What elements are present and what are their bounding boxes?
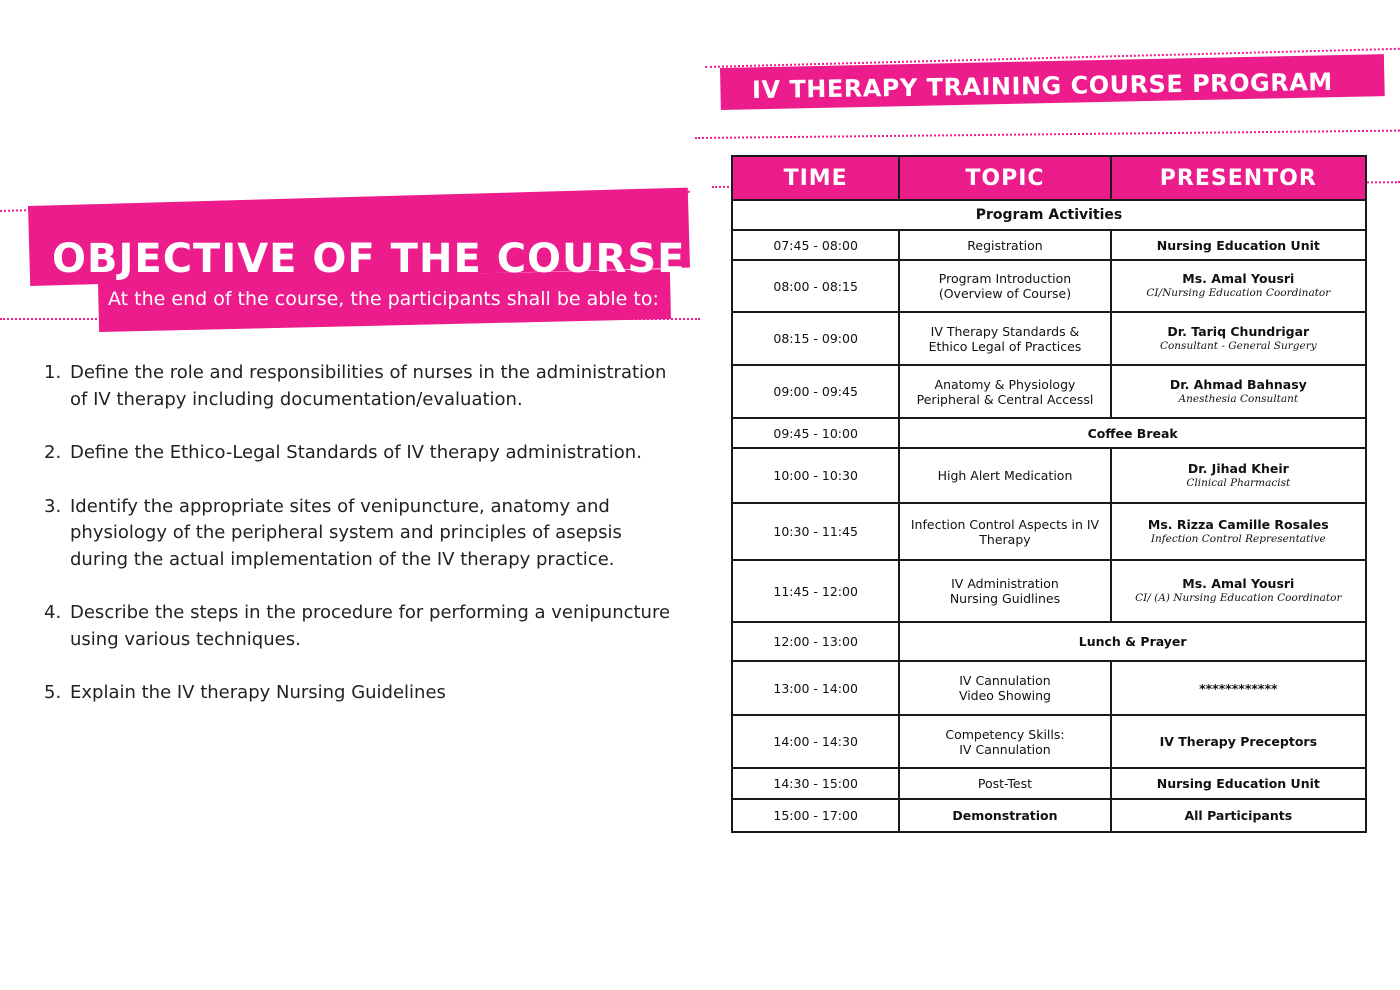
table-row — [732, 230, 1366, 260]
item-number: 5. — [44, 682, 62, 703]
header-presentor: PRESENTOR — [1111, 156, 1366, 200]
topic-line: Program Introduction — [938, 271, 1072, 286]
table-row — [732, 715, 1366, 768]
presentor-name: Ms. Rizza Camille Rosales — [1147, 516, 1329, 532]
topic-line: Infection Control Aspects in IV — [910, 516, 1100, 532]
item-text: Describe the steps in the procedure for performing a venipuncture using various techniques. — [70, 602, 671, 650]
time-cell: 09:00 - 09:45 — [732, 365, 899, 418]
time-cell: 09:45 - 10:00 — [732, 418, 899, 448]
list-item — [40, 680, 680, 707]
topic-cell — [899, 260, 1110, 312]
presentor-cell: ************ — [1111, 661, 1366, 715]
table-row — [732, 503, 1366, 560]
topic-line: (Overview of Course) — [938, 286, 1072, 301]
item-number: 2. — [44, 442, 62, 463]
presentor-name: Dr. Jihad Kheir — [1187, 460, 1289, 476]
presentor-role: Consultant - General Surgery — [1159, 339, 1317, 352]
break-cell: Coffee Break — [899, 418, 1366, 448]
time-cell: 12:00 - 13:00 — [732, 622, 899, 661]
table-row — [732, 312, 1366, 365]
time-cell: 10:30 - 11:45 — [732, 503, 899, 560]
presentor-cell: IV Therapy Preceptors — [1111, 715, 1366, 768]
presentor-cell: Nursing Education Unit — [1111, 768, 1366, 799]
presentor-name: Ms. Amal Yousri — [1182, 271, 1295, 286]
topic-cell — [899, 768, 1110, 799]
topic-line: Therapy — [979, 531, 1031, 547]
objective-subtitle: At the end of the course, the participants shall be able to: — [108, 288, 659, 310]
presentor-cell — [1111, 503, 1366, 560]
header-topic: TOPIC — [899, 156, 1110, 200]
time-cell: 08:00 - 08:15 — [732, 260, 899, 312]
topic-line: IV Therapy Standards & — [930, 323, 1080, 339]
presentor-role: Anesthesia Consultant — [1178, 392, 1299, 405]
objectives-list — [40, 360, 680, 734]
presentor-cell — [1111, 365, 1366, 418]
header-time: TIME — [732, 156, 899, 200]
item-text: Identify the appropriate sites of venipuncture, anatomy and physiology of the peripheral system and principles of asepsis during the actual implementation of the IV therapy practice. — [70, 495, 622, 570]
list-item — [40, 360, 680, 413]
topic-cell — [899, 365, 1110, 418]
table-header-row — [732, 156, 1366, 200]
table-row — [732, 448, 1366, 503]
item-number: 1. — [44, 362, 62, 383]
topic-cell — [899, 312, 1110, 365]
presentor-name: Dr. Ahmad Bahnasy — [1169, 376, 1307, 392]
topic-line: Peripheral & Central Accessl — [916, 391, 1094, 407]
item-text: Explain the IV therapy Nursing Guidelines — [70, 682, 446, 703]
topic-cell — [899, 661, 1110, 715]
table-row — [732, 799, 1366, 832]
time-cell: 14:30 - 15:00 — [732, 768, 899, 799]
table-row — [732, 661, 1366, 715]
time-cell: 08:15 - 09:00 — [732, 312, 899, 365]
presentor-cell — [1111, 312, 1366, 365]
time-cell: 15:00 - 17:00 — [732, 799, 899, 832]
time-cell: 13:00 - 14:00 — [732, 661, 899, 715]
topic-cell — [899, 230, 1110, 260]
presentor-cell — [1111, 448, 1366, 503]
program-title: IV THERAPY TRAINING COURSE PROGRAM — [751, 67, 1333, 105]
section-row — [732, 200, 1366, 230]
time-cell: 11:45 - 12:00 — [732, 560, 899, 622]
presentor-cell — [1111, 560, 1366, 622]
topic-line: High Alert Medication — [937, 468, 1073, 483]
item-text: Define the Ethico-Legal Standards of IV therapy administration. — [70, 442, 642, 463]
time-cell: 10:00 - 10:30 — [732, 448, 899, 503]
list-item — [40, 440, 680, 467]
topic-line: Nursing Guidlines — [949, 591, 1061, 606]
presentor-name: Ms. Amal Yousri — [1182, 576, 1295, 591]
topic-cell — [899, 715, 1110, 768]
presentor-role: Infection Control Representative — [1150, 532, 1326, 545]
break-cell: Lunch & Prayer — [899, 622, 1366, 661]
presentor-role: Clinical Pharmacist — [1186, 476, 1291, 489]
presentor-role: CI/ (A) Nursing Education Coordinator — [1135, 592, 1342, 604]
topic-line: IV Cannulation — [959, 741, 1051, 757]
table-row — [732, 365, 1366, 418]
topic-line: IV Administration — [951, 576, 1059, 591]
table-row — [732, 622, 1366, 661]
list-item — [40, 494, 680, 574]
topic-cell — [899, 448, 1110, 503]
list-item — [40, 600, 680, 653]
topic-cell — [899, 560, 1110, 622]
topic-line: Video Showing — [958, 688, 1051, 703]
time-cell: 07:45 - 08:00 — [732, 230, 899, 260]
topic-cell: Demonstration — [899, 799, 1110, 832]
topic-line: Ethico Legal of Practices — [928, 338, 1082, 354]
item-number: 4. — [44, 602, 62, 623]
table-row — [732, 560, 1366, 622]
presentor-cell: Nursing Education Unit — [1111, 230, 1366, 260]
table-row — [732, 260, 1366, 312]
section-title: Program Activities — [732, 200, 1366, 230]
schedule-table — [731, 155, 1367, 833]
topic-line: Anatomy & Physiology — [934, 376, 1076, 392]
item-number: 3. — [44, 495, 62, 517]
topic-line: IV Cannulation — [959, 673, 1051, 688]
topic-line: Competency Skills: — [945, 726, 1065, 742]
topic-cell — [899, 503, 1110, 560]
topic-line: Post-Test — [977, 776, 1033, 791]
time-cell: 14:00 - 14:30 — [732, 715, 899, 768]
dotted-divider — [695, 130, 1400, 139]
presentor-cell — [1111, 260, 1366, 312]
topic-line: Registration — [967, 237, 1043, 253]
presentor-role: CI/Nursing Education Coordinator — [1146, 287, 1331, 299]
table-row — [732, 768, 1366, 799]
objective-title: OBJECTIVE OF THE COURSE — [52, 236, 686, 282]
presentor-cell: All Participants — [1111, 799, 1366, 832]
item-text: Define the role and responsibilities of nurses in the administration of IV therapy including documentation/evaluation. — [70, 362, 667, 410]
presentor-name: Dr. Tariq Chundrigar — [1167, 323, 1310, 339]
table-row — [732, 418, 1366, 448]
